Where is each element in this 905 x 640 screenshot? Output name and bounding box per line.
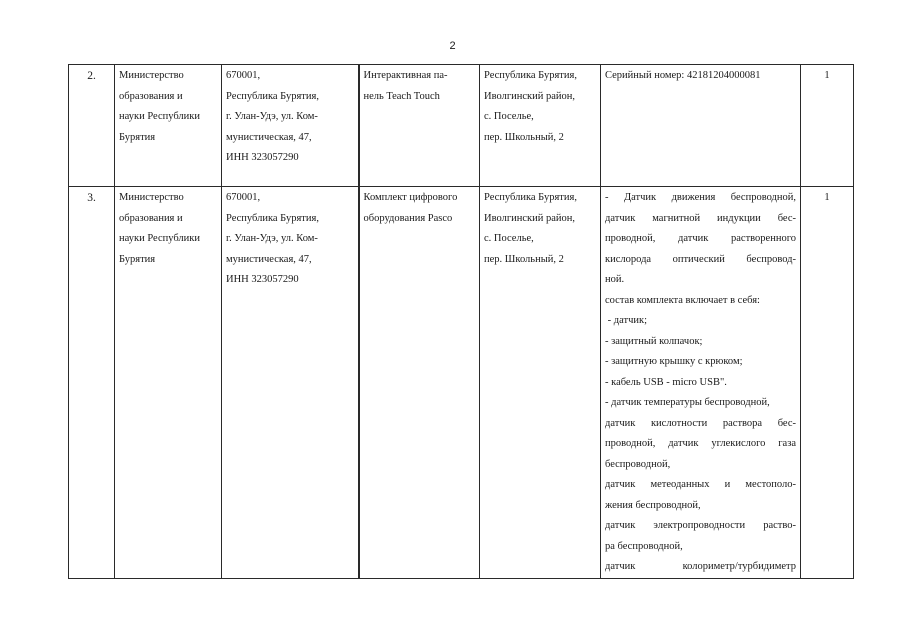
address-cell (222, 187, 359, 579)
count-cell: 1 (801, 65, 854, 187)
owner-line: науки Республики (119, 233, 201, 244)
address-cell (222, 65, 359, 187)
location-cell (480, 187, 601, 579)
spec-line: проводной, датчик растворенного (605, 233, 796, 244)
equipment-table (68, 64, 854, 579)
item-line: Комплект цифрового (363, 192, 458, 203)
spec-line: датчик электропроводности раство- (605, 520, 796, 531)
spec-line: - датчик; (605, 315, 647, 326)
owner-cell (115, 187, 222, 579)
location-line: с. Поселье, (484, 233, 534, 244)
spec-line: кислорода оптический беспровод- (605, 253, 796, 265)
item-line: Интерактивная па- (363, 70, 448, 81)
spec-line: проводной, датчик углекислого газа (605, 438, 796, 449)
page-number: 2 (449, 40, 456, 52)
spec-line: датчик метеоданных и местополо- (605, 479, 796, 490)
address-line: г. Улан-Удэ, ул. Ком- (226, 111, 318, 122)
address-line: мунистическая, 47, (226, 253, 312, 265)
item-line: нель Teach Touch (363, 90, 440, 102)
owner-line: Министерство (119, 70, 184, 81)
location-line: пер. Школьный, 2 (484, 131, 564, 143)
item-line: оборудования Pasco (363, 212, 453, 224)
item-cell (359, 187, 480, 579)
owner-line: образования и (119, 90, 183, 102)
row-number: 3. (69, 187, 115, 579)
spec-line: Серийный номер: 42181204000081 (605, 70, 761, 81)
location-line: Республика Бурятия, (484, 70, 577, 81)
spec-line: - защитный колпачок; (605, 335, 703, 347)
spec-line: - Датчик движения беспроводной, (605, 192, 796, 203)
spec-line: беспроводной, (605, 458, 671, 470)
address-line: 670001, (226, 70, 261, 81)
spec-line: ной. (605, 274, 625, 285)
spec-line: ра беспроводной, (605, 540, 683, 552)
address-line: ИНН 323057290 (226, 152, 299, 163)
count-cell: 1 (801, 187, 854, 579)
item-cell (359, 65, 480, 187)
location-line: пер. Школьный, 2 (484, 253, 564, 265)
address-line: мунистическая, 47, (226, 131, 312, 143)
spec-line: датчик колориметр/турбидиметр (605, 561, 796, 572)
address-line: 670001, (226, 192, 261, 203)
owner-line: Бурятия (119, 131, 156, 143)
owner-line: образования и (119, 212, 183, 224)
location-cell (480, 65, 601, 187)
owner-line: Бурятия (119, 253, 156, 265)
address-line: Республика Бурятия, (226, 212, 319, 224)
spec-line: датчик магнитной индукции бес- (605, 212, 796, 224)
spec-cell (601, 65, 801, 187)
spec-line: датчик кислотности раствора бес- (605, 417, 796, 429)
location-line: Иволгинский район, (484, 90, 576, 102)
owner-line: науки Республики (119, 111, 201, 122)
location-line: Республика Бурятия, (484, 192, 577, 203)
address-line: ИНН 323057290 (226, 274, 299, 285)
table-row (69, 187, 854, 579)
table-row (69, 65, 854, 187)
spec-cell (601, 187, 801, 579)
spec-line: - датчик температуры беспроводной, (605, 397, 770, 408)
spec-line: жения беспроводной, (605, 499, 701, 511)
spec-line: - кабель USB - micro USB". (605, 376, 727, 388)
location-line: с. Поселье, (484, 111, 534, 122)
address-line: г. Улан-Удэ, ул. Ком- (226, 233, 318, 244)
owner-cell (115, 65, 222, 187)
location-line: Иволгинский район, (484, 212, 576, 224)
row-number: 2. (69, 65, 115, 187)
spec-line: - защитную крышку с крюком; (605, 356, 743, 367)
address-line: Республика Бурятия, (226, 90, 319, 102)
spec-line: состав комплекта включает в себя: (605, 294, 760, 306)
owner-line: Министерство (119, 192, 184, 203)
